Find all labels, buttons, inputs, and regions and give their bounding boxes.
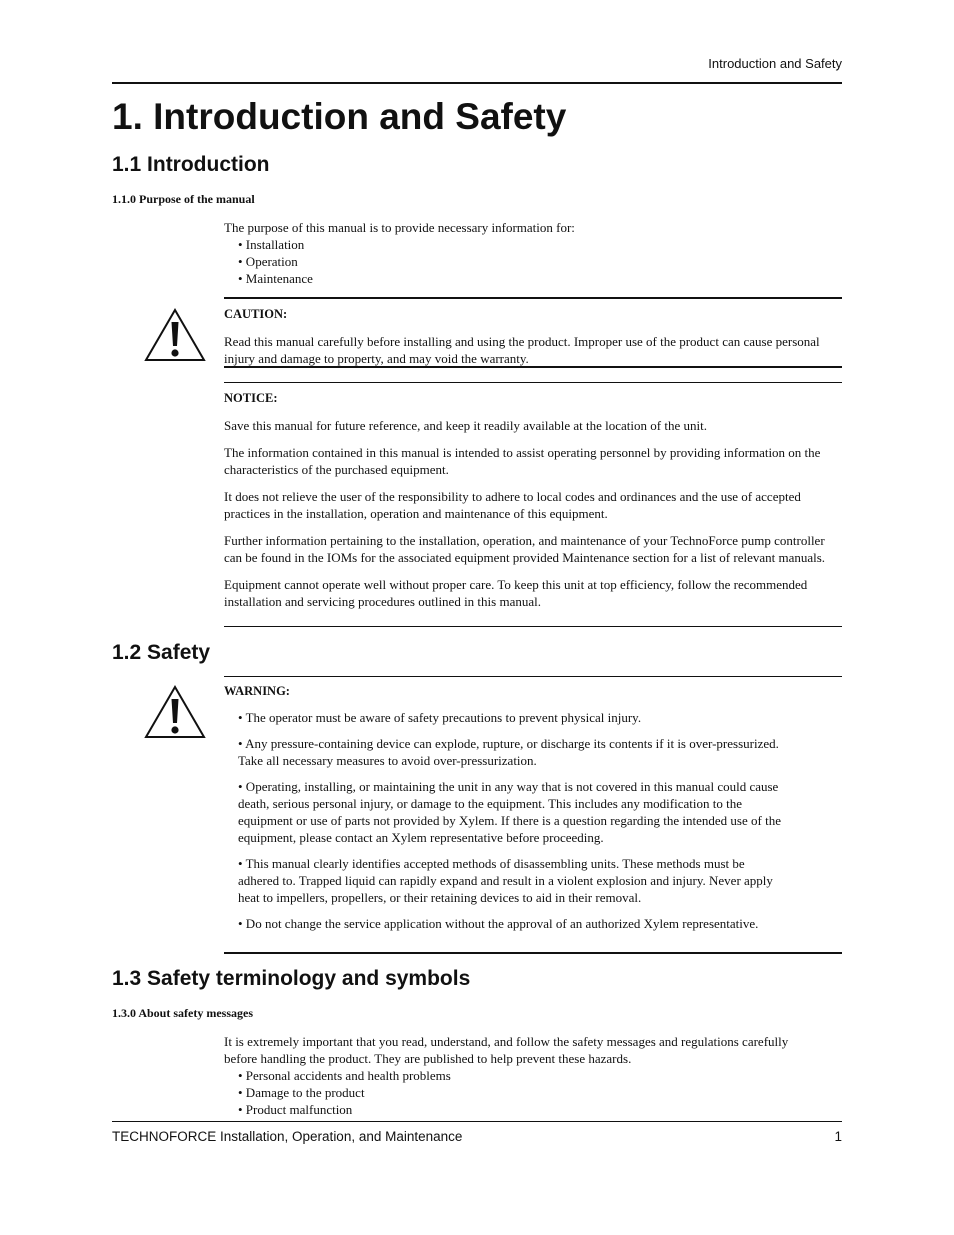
warning-item: • Operating, installing, or maintaining the unit in any way that is not covered in this manual could cause death, serious personal injury, or damage to the equipment. This includes any modification to the equipment or use of parts not provided by Xylem. If there is a question regarding the intended use of the equipment, please contact an Xylem representative before proceeding. [238,779,781,845]
caution-label: CAUTION: [224,307,288,321]
safety-messages-intro: It is extremely important that you read, understand, and follow the safety messages and regulations carefully before handling the product. They are published to help prevent these hazards. [224,1034,789,1066]
caution-bottom-rule [224,366,842,368]
notice-paragraph: Save this manual for future reference, and keep it readily available at the location of the unit. [224,418,707,433]
notice-paragraph: Equipment cannot operate well without proper care. To keep this unit at top efficiency, follow the recommended installation and servicing procedures outlined in this manual. [224,577,808,609]
footer-rule [112,1121,842,1122]
hazard-list [224,1067,824,1118]
section-heading-introduction: 1.1 Introduction [112,153,270,176]
warning-item: • Any pressure-containing device can explode, rupture, or discharge its contents if it is over-pressurized. Take all necessary measures to avoid over-pressurization. [238,736,779,768]
purpose-intro: The purpose of this manual is to provide necessary information for: [224,220,575,235]
warning-item: • Do not change the service application without the approval of an authorized Xylem representative. [238,916,759,931]
list-item: • Installation [238,237,305,252]
caution-top-rule [224,297,842,299]
warning-item: • This manual clearly identifies accepted methods of disassembling units. These methods must be adhered to. Trapped liquid can rapidly expand and result in a violent explosion and injury. Never apply heat to impellers, propellers, or their retaining devices to aid in their removal. [238,856,773,905]
subsection-heading-safety-messages: 1.3.0 About safety messages [112,1006,253,1020]
notice-box [224,390,839,620]
header-rule [112,82,842,84]
page-number: 1 [834,1129,842,1144]
list-item: • Personal accidents and health problems [238,1068,451,1083]
subsection-heading-purpose: 1.1.0 Purpose of the manual [112,192,255,206]
warning-triangle-icon [144,308,206,362]
chapter-title: 1. Introduction and Safety [112,96,567,137]
purpose-list [224,236,839,287]
purpose-block [224,219,839,287]
section-heading-terminology: 1.3 Safety terminology and symbols [112,967,471,990]
list-item: • Operation [238,254,298,269]
notice-paragraph: It does not relieve the user of the responsibility to adhere to local codes and ordinances and the use of accepted practices in the installation, operation and maintenance of this equipment. [224,489,801,521]
warning-item: • The operator must be aware of safety precautions to prevent physical injury. [238,710,642,725]
warning-top-rule [224,676,842,677]
warning-triangle-icon [144,685,206,739]
list-item: • Maintenance [238,271,313,286]
notice-paragraph: Further information pertaining to the installation, operation, and maintenance of your TechnoForce pump controller can be found in the IOMs for the associated equipment provided Maintenance section for a list of relevant manuals. [224,533,826,565]
notice-paragraph: The information contained in this manual is intended to assist operating personnel by providing information on the characteristics of the purchased equipment. [224,445,821,477]
list-item: • Damage to the product [238,1085,365,1100]
notice-label: NOTICE: [224,391,278,405]
warning-box [224,683,784,941]
running-header: Introduction and Safety [708,56,842,71]
notice-bottom-rule [224,626,842,627]
footer-title: TECHNOFORCE Installation, Operation, and Maintenance [112,1129,463,1144]
warning-label: WARNING: [224,684,290,698]
caution-text: Read this manual carefully before installing and using the product. Improper use of the product can cause personal injury and damage to property, and may void the warranty. [224,334,820,366]
list-item: • Product malfunction [238,1102,353,1117]
safety-messages-block [224,1033,824,1118]
notice-top-rule [224,382,842,383]
section-heading-safety: 1.2 Safety [112,641,211,664]
warning-bottom-rule [224,952,842,954]
